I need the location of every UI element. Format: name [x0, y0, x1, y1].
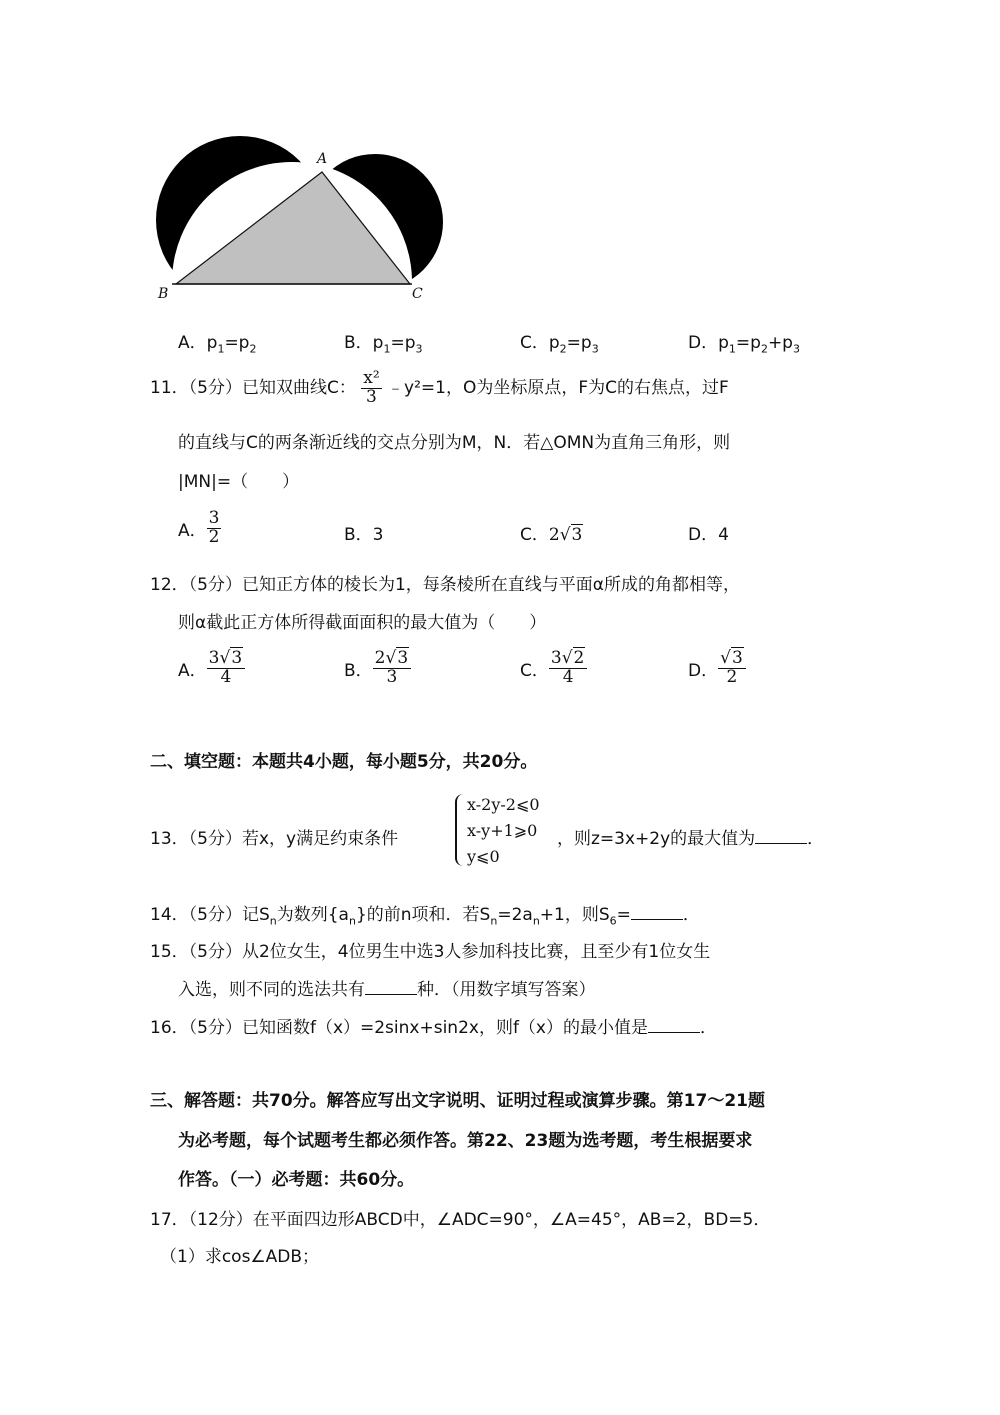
geometry-figure: [150, 130, 450, 305]
section3-heading-line3: 作答。（一）必考题：共60分。: [178, 1170, 415, 1190]
q10-option-d: D．$p_1=p_2+p_3$: [688, 333, 800, 356]
q17-line: 17．（12分）在平面四边形ABCD中，∠ADC=90°，∠A=45°，AB=2，BD=5．: [150, 1210, 771, 1230]
q13-number: 13．: [150, 829, 189, 849]
q15-line2: 入选，则不同的选法共有 种．（用数字填写答案）: [178, 980, 596, 1000]
constraint-3: y⩽0: [467, 847, 500, 866]
q14-number: 14．: [150, 905, 189, 925]
q12-option-b: B． $\frac{2√3}{3}$: [344, 650, 411, 687]
q11-line2: 的直线与C的两条渐近线的交点分别为M，N．若△OMN为直角三角形，则: [178, 433, 731, 453]
q11-number: 11．: [150, 378, 189, 398]
q17-part1: （1）求cos∠ADB；: [160, 1247, 320, 1267]
brace: [455, 794, 465, 866]
q17-number: 17．: [150, 1210, 189, 1230]
label-b: B: [158, 286, 169, 302]
q13-suffix: ，则z=3x+2y的最大值为 ．: [557, 829, 825, 849]
q12-option-d: D． $\frac{√3}{2}$: [688, 650, 746, 687]
answer-blank: [631, 905, 683, 920]
q12-option-a: A． $\frac{3√3}{4}$: [178, 650, 245, 687]
constraint-1: x-2y-2⩽0: [467, 795, 540, 814]
q15-line1: 15．（5分）从2位女生，4位男生中选3人参加科技比赛，且至少有1位女生: [150, 942, 711, 962]
q16-line: 16．（5分）已知函数f（x）=2sinx+sin2x，则f（x）的最小值是 ．: [150, 1018, 717, 1038]
q10-option-b: B．$p_1=p_3$: [344, 333, 423, 356]
constraint-system: [455, 792, 555, 872]
q16-number: 16．: [150, 1018, 189, 1038]
q12-number: 12．: [150, 575, 189, 595]
answer-blank: [755, 829, 807, 844]
q11-fraction: $\frac{\text{x²}}{3}$: [363, 367, 380, 407]
q15-number: 15．: [150, 942, 189, 962]
q12-line2: 则α截此正方体所得截面面积的最大值为（ ）: [178, 613, 547, 633]
q14-line: 14．（5分）记$S_n$为数列$\{a_n\}$的前n项和．若$S_n=2a_n+1$，则$S_6=$ ．: [150, 905, 700, 928]
label-c: C: [412, 286, 423, 302]
q11-option-c: C．2√3: [520, 525, 583, 545]
q10-option-a: A．$p_1=p_2$: [178, 333, 257, 356]
q11-line1: 11．（5分）已知双曲线C： $\frac{\text{x²}}{3}$ ﹣y²=1，O为坐标原点，F为C的右焦点，过F: [150, 367, 729, 407]
q11-line3: |MN|=（ ）: [178, 472, 300, 492]
q13-prefix: 13．（5分）若x，y满足约束条件: [150, 829, 399, 849]
q11-option-d: D．4: [688, 525, 729, 545]
section2-heading: 二、填空题：本题共4小题，每小题5分，共20分。: [150, 752, 538, 772]
answer-blank: [648, 1018, 700, 1033]
q12-option-c: C． $\frac{3√2}{4}$: [520, 650, 587, 687]
q11-option-b: B．3: [344, 525, 384, 545]
section3-heading-line1: 三、解答题：共70分。解答应写出文字说明、证明过程或演算步骤。第17～21题: [150, 1091, 765, 1111]
label-a: A: [317, 151, 328, 167]
constraint-2: x-y+1⩾0: [467, 821, 538, 840]
q12-line1: 12．（5分）已知正方体的棱长为1，每条棱所在直线与平面α所成的角都相等，: [150, 575, 740, 595]
answer-blank: [365, 980, 417, 995]
q11-option-a: A． $\frac{3}{2}$: [178, 508, 220, 547]
q10-option-c: C．$p_2=p_3$: [520, 333, 599, 356]
section3-heading-line2: 为必考题，每个试题考生都必须作答。第22、23题为选考题，考生根据要求: [178, 1131, 753, 1151]
